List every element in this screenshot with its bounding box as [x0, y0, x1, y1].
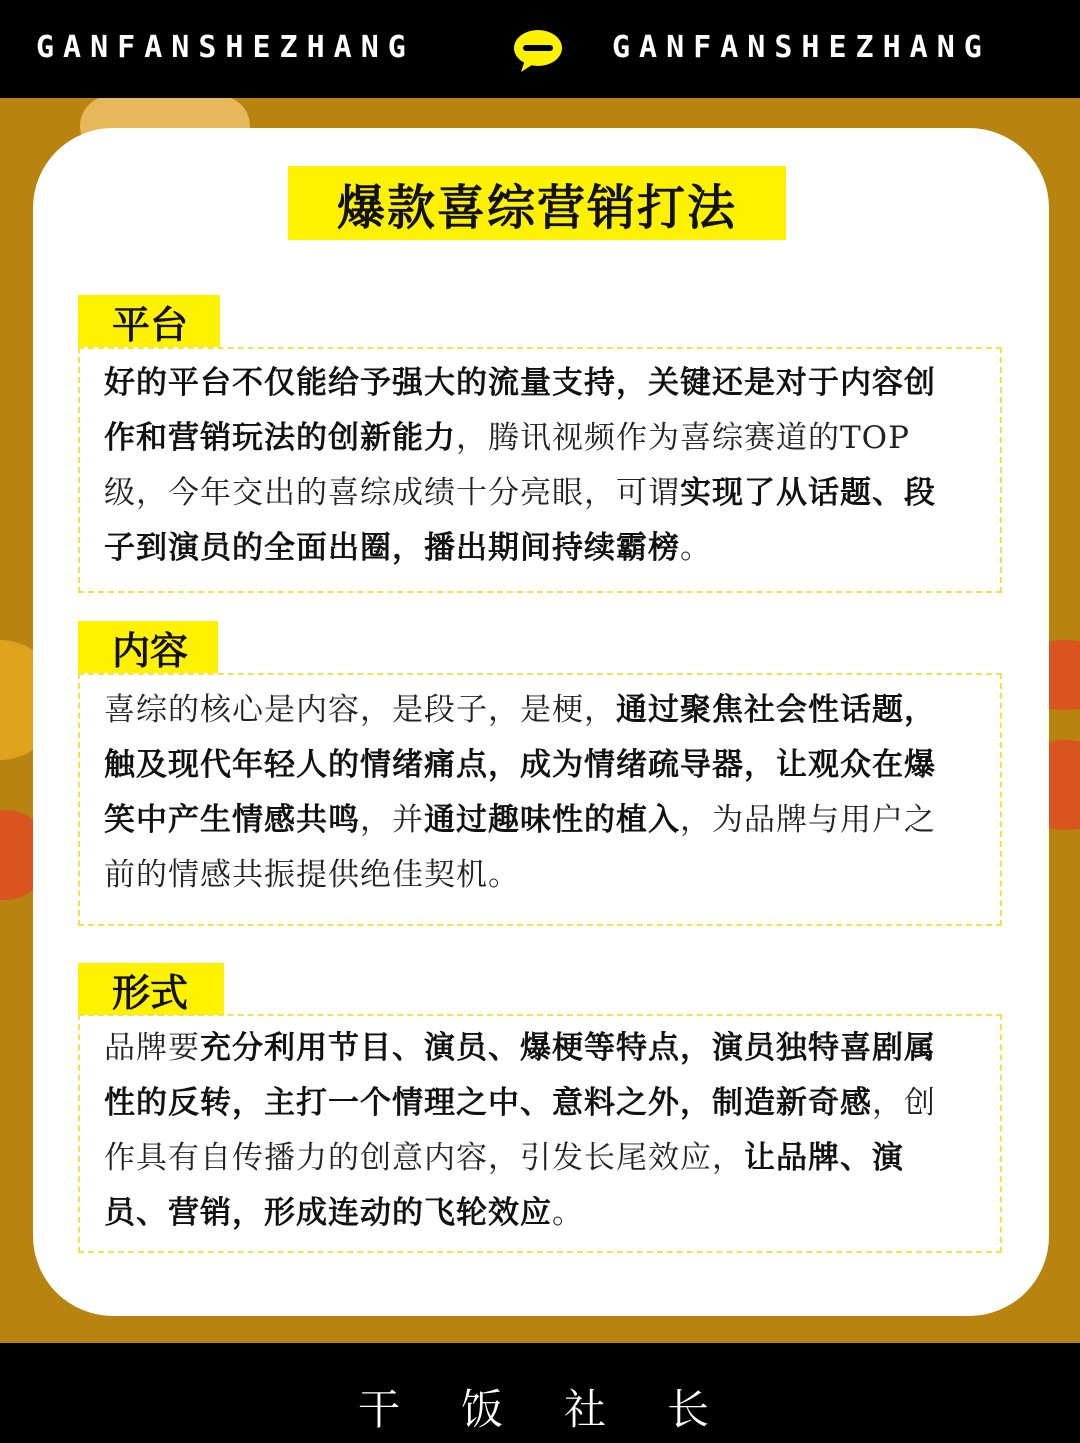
brand-text-right: GANFANSHEZHANG [612, 30, 991, 65]
emphasis-text: 充分利用节目、演员、爆梗等特点，演员独特喜剧属性的反转，主打一个情理之中、意料之外，制造新奇感 [104, 1030, 936, 1121]
footer-char: 干 [358, 1385, 401, 1434]
section-label-content: 内容 [78, 621, 218, 673]
section-text-content [104, 683, 954, 903]
bottom-bar [0, 1343, 1080, 1443]
emphasis-text: 通过聚焦社会性话题，触及现代年轻人的情绪痛点，成为情绪疏导器，让观众在爆笑中产生情感共鸣 [104, 692, 936, 838]
section-label-platform: 平台 [78, 295, 220, 347]
body-text: ，为品牌与用户之前的情感共振提供绝佳契机。 [104, 802, 936, 893]
emphasis-text: 实现了从话题、段子到演员的全面出圈，播出期间持续霸榜 [104, 475, 936, 566]
body-text: ，腾讯视频作为喜综赛道的TOP级，今年交出的喜综成绩十分亮眼，可谓 [104, 420, 910, 511]
footer-char: 社 [564, 1385, 607, 1434]
emphasis-text: 让品牌、演员、营销，形成连动的飞轮效应 [104, 1140, 904, 1231]
section-text-format [104, 1021, 954, 1241]
page-title: 爆款喜综营销打法 [288, 166, 786, 240]
body-text: ，创作具有自传播力的创意内容，引发长尾效应， [104, 1085, 936, 1176]
footer-char: 长 [667, 1385, 710, 1434]
emphasis-text: 通过趣味性的植入 [424, 802, 680, 838]
section-label-format: 形式 [78, 963, 224, 1015]
footer-char: 饭 [461, 1385, 504, 1434]
chat-bubble-icon [511, 28, 565, 74]
body-text: ，并 [360, 802, 424, 838]
emphasis-text: 好的平台不仅能给予强大的流量支持，关键还是对于内容创作和营销玩法的创新能力 [104, 365, 936, 456]
brand-text-left: GANFANSHEZHANG [36, 30, 415, 65]
top-bar [0, 0, 1080, 98]
body-text: 。 [680, 530, 712, 566]
section-text-platform [104, 356, 954, 576]
body-text: 品牌要 [104, 1030, 200, 1066]
body-text: 喜综的核心是内容，是段子，是梗， [104, 692, 616, 728]
body-text: 。 [552, 1195, 584, 1231]
